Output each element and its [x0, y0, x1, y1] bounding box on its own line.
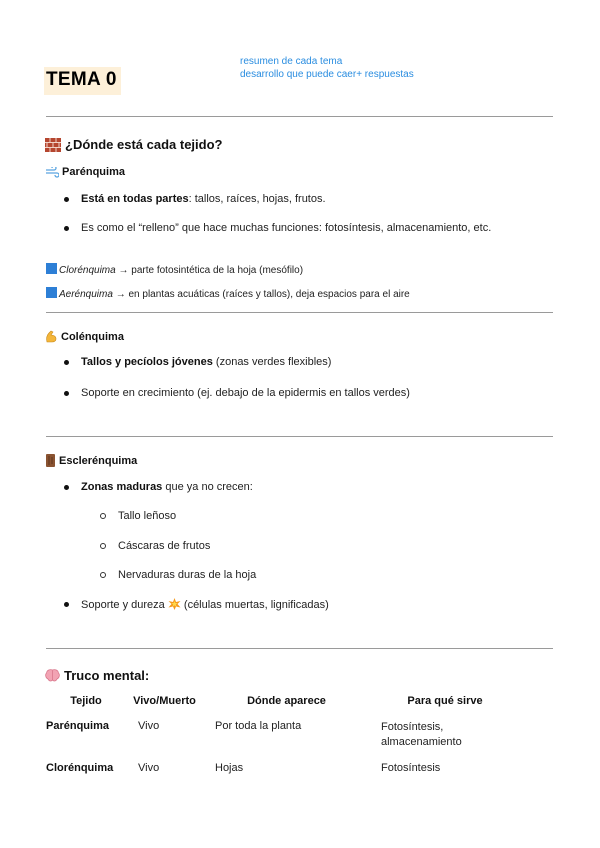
cell-tejido: Parénquima	[46, 720, 109, 732]
bullet-dot	[64, 226, 69, 231]
clorenquima-line	[46, 263, 303, 276]
brain-icon	[45, 669, 60, 682]
bullet-dot	[64, 602, 69, 607]
sub-item-text: Nervaduras duras de la hoja	[118, 569, 257, 581]
bullet-circle	[100, 543, 106, 549]
blue-square-icon	[46, 287, 57, 298]
list-item	[64, 222, 491, 234]
bullet-bold: Zonas maduras	[81, 481, 163, 493]
section-heading-donde	[45, 137, 222, 152]
page-title: TEMA 0	[44, 67, 121, 95]
bullet-text: (zonas verdes flexibles)	[212, 356, 332, 368]
table-row	[46, 762, 520, 774]
wind-icon	[45, 167, 59, 178]
cell-donde: Hojas	[215, 762, 244, 774]
cell-para-line: Fotosíntesis,	[381, 721, 444, 733]
colenquima-heading	[45, 330, 124, 343]
bullet-dot	[64, 197, 69, 202]
collision-icon	[168, 598, 181, 610]
cell-tejido: Clorénquima	[46, 762, 114, 774]
list-item	[64, 598, 329, 611]
cell-para-line: almacenamiento	[381, 736, 462, 748]
bullet-bold: Tallos y pecíolos jóvenes	[81, 356, 213, 368]
flexed-arm-icon	[45, 330, 58, 343]
cell-vivo: Vivo	[138, 720, 160, 732]
truco-table	[46, 690, 520, 774]
bullet-text: (células muertas, lignificadas)	[180, 599, 329, 611]
list-item	[64, 387, 410, 399]
cell-para-line: Fotosíntesis	[381, 762, 441, 774]
cell-para	[370, 762, 520, 774]
list-item	[64, 481, 253, 493]
truco-title: Truco mental:	[64, 668, 150, 683]
esclerenquima-title: Esclerénquima	[59, 454, 138, 467]
sub-list-item	[100, 510, 176, 522]
sub-name: Aerénquima	[59, 289, 113, 300]
sub-list-item	[100, 540, 210, 552]
sub-list-item	[100, 569, 256, 581]
aerenquima-line	[46, 287, 410, 300]
note-line-2: desarrollo que puede caer+ respuestas	[240, 69, 414, 80]
bullet-text: Es como el “relleno” que hace muchas funciones: fotosíntesis, almacenamiento, etc.	[81, 222, 492, 234]
wood-icon	[45, 454, 56, 467]
blue-square-icon	[46, 263, 57, 274]
arrow: →	[115, 289, 126, 300]
parenquima-title: Parénquima	[62, 166, 125, 178]
bullet-text: Soporte en crecimiento (ej. debajo de la epidermis en tallos verdes)	[81, 387, 410, 399]
cell-vivo: Vivo	[138, 762, 160, 774]
bullet-bold: Está en todas partes	[81, 193, 189, 205]
bullet-dot	[64, 360, 69, 365]
colenquima-title: Colénquima	[61, 330, 124, 343]
table-row	[46, 712, 520, 762]
bullet-dot	[64, 485, 69, 490]
col-header: Vivo/Muerto	[133, 695, 196, 707]
parenquima-heading	[45, 166, 125, 178]
list-item	[64, 193, 326, 205]
truco-heading	[45, 668, 149, 683]
bullet-text: : tallos, raíces, hojas, frutos.	[188, 193, 326, 205]
bullet-circle	[100, 572, 106, 578]
esclerenquima-heading	[45, 454, 137, 467]
cell-para	[370, 712, 520, 762]
sub-name: Clorénquima	[59, 265, 116, 276]
sub-desc: en plantas acuáticas (raíces y tallos), deja espacios para el aire	[128, 289, 410, 300]
divider	[46, 648, 553, 649]
bullet-text: Soporte y dureza	[81, 599, 165, 611]
bullet-text: que ya no crecen:	[162, 481, 253, 493]
note-line-1: resumen de cada tema	[240, 56, 343, 67]
divider	[46, 436, 553, 437]
bullet-dot	[64, 391, 69, 396]
cell-donde: Por toda la planta	[215, 720, 302, 732]
table-header-row	[46, 690, 520, 712]
arrow: →	[118, 265, 129, 276]
brick-icon	[45, 138, 61, 152]
sub-item-text: Tallo leñoso	[118, 510, 177, 522]
col-header: Tejido	[70, 695, 102, 707]
col-header: Para qué sirve	[407, 695, 483, 707]
bullet-circle	[100, 513, 106, 519]
sub-desc: parte fotosintética de la hoja (mesófilo)	[131, 265, 304, 276]
divider	[46, 116, 553, 117]
section-heading-text: ¿Dónde está cada tejido?	[65, 137, 223, 152]
col-header: Dónde aparece	[247, 695, 326, 707]
sub-item-text: Cáscaras de frutos	[118, 540, 211, 552]
divider	[46, 312, 553, 313]
list-item	[64, 356, 331, 368]
